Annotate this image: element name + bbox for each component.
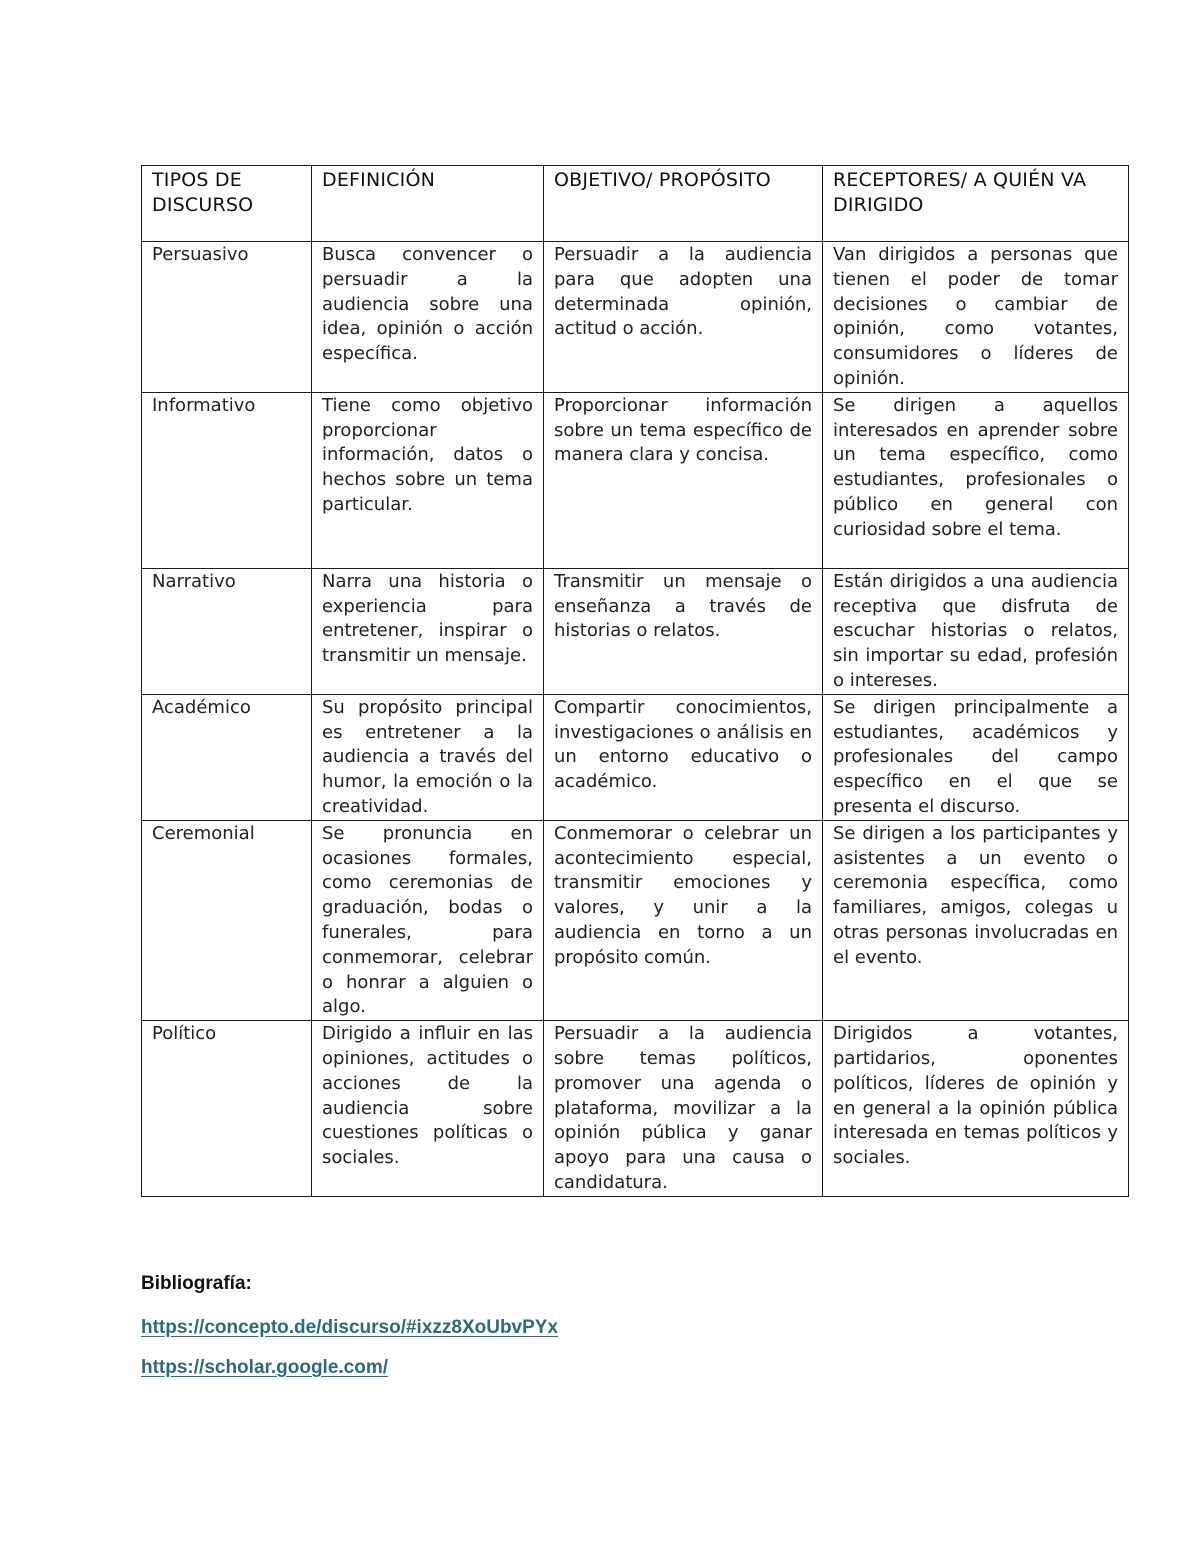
cell-receptores: Se dirigen principalmente a estudiantes, académicos y profesionales del campo específico en el que se presenta el discurso. <box>823 694 1129 820</box>
cell-definicion: Tiene como objetivo proporcionar información, datos o hechos sobre un tema particular. <box>312 392 544 568</box>
table-row <box>142 1021 1129 1197</box>
cell-objetivo: Persuadir a la audiencia para que adopten una determinada opinión, actitud o acción. <box>544 242 823 393</box>
table-row <box>142 820 1129 1020</box>
cell-receptores: Están dirigidos a una audiencia receptiva que disfruta de escuchar historias o relatos, sin importar su edad, profesión o intereses. <box>823 568 1129 694</box>
cell-receptores: Se dirigen a los participantes y asistentes a un evento o ceremonia específica, como familiares, amigos, colegas u otras personas involucradas en el evento. <box>823 820 1129 1020</box>
cell-tipo: Narrativo <box>142 568 312 694</box>
bibliography-section <box>141 1272 558 1396</box>
cell-objetivo: Transmitir un mensaje o enseñanza a través de historias o relatos. <box>544 568 823 694</box>
header-tipos: TIPOS DE DISCURSO <box>142 166 312 242</box>
discourse-types-table <box>141 165 1129 1197</box>
cell-definicion: Se pronuncia en ocasiones formales, como ceremonias de graduación, bodas o funerales, para conmemorar, celebrar o honrar a alguien o algo. <box>312 820 544 1020</box>
bibliography-title: Bibliografía: <box>141 1273 252 1294</box>
cell-receptores: Van dirigidos a personas que tienen el poder de tomar decisiones o cambiar de opinión, como votantes, consumidores o líderes de opinión. <box>823 242 1129 393</box>
cell-definicion: Su propósito principal es entretener a la audiencia a través del humor, la emoción o la creatividad. <box>312 694 544 820</box>
cell-definicion: Narra una historia o experiencia para entretener, inspirar o transmitir un mensaje. <box>312 568 544 694</box>
cell-tipo: Informativo <box>142 392 312 568</box>
header-receptores: RECEPTORES/ A QUIÉN VA DIRIGIDO <box>823 166 1129 242</box>
cell-objetivo: Persuadir a la audiencia sobre temas políticos, promover una agenda o plataforma, movilizar a la opinión pública y ganar apoyo para una causa o candidatura. <box>544 1021 823 1197</box>
bibliography-link-scholar[interactable]: https://scholar.google.com/ <box>141 1357 389 1378</box>
cell-definicion: Busca convencer o persuadir a la audiencia sobre una idea, opinión o acción específica. <box>312 242 544 393</box>
cell-receptores: Dirigidos a votantes, partidarios, oponentes políticos, líderes de opinión y en general a la opinión pública interesada en temas políticos y sociales. <box>823 1021 1129 1197</box>
cell-tipo: Ceremonial <box>142 820 312 1020</box>
table-row <box>142 242 1129 393</box>
header-objetivo: OBJETIVO/ PROPÓSITO <box>544 166 823 242</box>
header-definicion: DEFINICIÓN <box>312 166 544 242</box>
cell-tipo: Persuasivo <box>142 242 312 393</box>
table-row <box>142 694 1129 820</box>
bibliography-link-concepto[interactable]: https://concepto.de/discurso/#ixzz8XoUbvPYx <box>141 1317 559 1338</box>
cell-tipo: Político <box>142 1021 312 1197</box>
table-row <box>142 568 1129 694</box>
cell-tipo: Académico <box>142 694 312 820</box>
table-row <box>142 392 1129 568</box>
cell-definicion: Dirigido a influir en las opiniones, actitudes o acciones de la audiencia sobre cuestiones políticas o sociales. <box>312 1021 544 1197</box>
cell-objetivo: Compartir conocimientos, investigaciones o análisis en un entorno educativo o académico. <box>544 694 823 820</box>
table-header-row <box>142 166 1129 242</box>
cell-objetivo: Conmemorar o celebrar un acontecimiento especial, transmitir emociones y valores, y unir a la audiencia en torno a un propósito común. <box>544 820 823 1020</box>
cell-receptores: Se dirigen a aquellos interesados en aprender sobre un tema específico, como estudiantes, profesionales o público en general con curiosidad sobre el tema. <box>823 392 1129 568</box>
cell-objetivo: Proporcionar información sobre un tema específico de manera clara y concisa. <box>544 392 823 568</box>
